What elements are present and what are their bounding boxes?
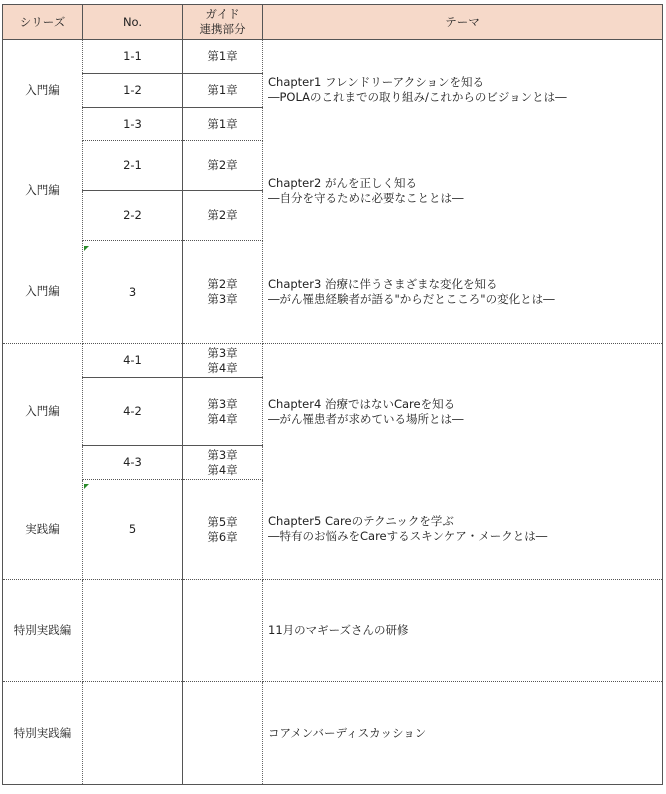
- no-cell: 3: [83, 241, 183, 344]
- theme-cell: [263, 580, 663, 682]
- guide-cell: [183, 480, 263, 580]
- theme-title: Chapter4 治療ではないCareを知る: [268, 396, 456, 411]
- series-cell: 特別実践編: [3, 682, 83, 785]
- header-row: [3, 5, 663, 40]
- theme-subtitle: ―特有のお悩みをCareするスキンケア・メークとは―: [268, 529, 548, 544]
- no-cell: 1-1: [83, 40, 183, 74]
- theme-cell: [263, 241, 663, 344]
- guide-cell: [183, 682, 263, 785]
- no-cell: 4-2: [83, 378, 183, 446]
- guide-chapter: 第1章: [207, 116, 238, 131]
- guide-cell: [183, 191, 263, 241]
- guide-cell: [183, 446, 263, 480]
- theme-title: Chapter2 がんを正しく知る: [268, 175, 417, 190]
- guide-chapter: 第4章: [207, 411, 238, 426]
- theme-subtitle: ―POLAのこれまでの取り組み/これからのビジョンとは―: [268, 90, 567, 105]
- guide-chapter: 第4章: [207, 360, 238, 375]
- guide-chapter: 第4章: [207, 462, 238, 477]
- series-cell: 特別実践編: [3, 580, 83, 682]
- cell-comment-marker: [84, 484, 89, 489]
- guide-chapter: 第2章: [207, 208, 238, 222]
- theme-cell: [263, 480, 663, 580]
- header-guide-line2: 連携部分: [199, 22, 246, 36]
- no-cell: 2-2: [83, 191, 183, 241]
- table-row: [3, 141, 663, 191]
- theme-cell: [263, 40, 663, 141]
- guide-cell: [183, 580, 263, 682]
- no-cell: 5: [83, 480, 183, 580]
- guide-cell: [183, 141, 263, 191]
- series-cell: 入門編: [3, 344, 83, 480]
- theme-subtitle: ―自分を守るために必要なこととは―: [268, 190, 464, 205]
- theme-subtitle: ―がん罹患経験者が語る"からだとこころ"の変化とは―: [268, 291, 555, 306]
- no-cell: 4-3: [83, 446, 183, 480]
- header-no: No.: [83, 5, 183, 40]
- guide-chapter: 第3章: [207, 292, 238, 306]
- cell-comment-marker: [84, 246, 89, 251]
- table-row: [3, 682, 663, 785]
- no-cell: 1-2: [83, 74, 183, 108]
- theme-title: Chapter5 Careのテクニックを学ぶ: [268, 514, 454, 529]
- no-cell: 2-1: [83, 141, 183, 191]
- theme-cell: [263, 344, 663, 480]
- table-row: [3, 580, 663, 682]
- no-cell: 1-3: [83, 108, 183, 141]
- guide-chapter: 第2章: [207, 158, 238, 172]
- guide-chapter: 第1章: [207, 49, 238, 63]
- no-cell: [83, 682, 183, 785]
- header-theme: テーマ: [263, 5, 663, 40]
- guide-cell: [183, 378, 263, 446]
- header-guide-line1: ガイド: [205, 7, 240, 21]
- table-row: [3, 241, 663, 344]
- theme-title: Chapter3 治療に伴うさまざまな変化を知る: [268, 276, 498, 291]
- series-cell: 実践編: [3, 480, 83, 580]
- guide-chapter: 第6章: [207, 529, 238, 544]
- theme-cell: [263, 141, 663, 241]
- guide-chapter: 第3章: [207, 447, 238, 462]
- guide-cell: [183, 74, 263, 108]
- no-cell: [83, 580, 183, 682]
- chapter-table: [2, 4, 663, 785]
- guide-chapter: 第3章: [207, 345, 238, 360]
- guide-cell: [183, 344, 263, 378]
- guide-cell: [183, 108, 263, 141]
- guide-chapter: 第1章: [207, 83, 238, 97]
- series-cell: 入門編: [3, 40, 83, 141]
- table-row: [3, 40, 663, 74]
- theme-title: コアメンバーディスカッション: [268, 725, 427, 740]
- series-cell: 入門編: [3, 141, 83, 241]
- no-cell: 4-1: [83, 344, 183, 378]
- table-row: [3, 344, 663, 378]
- header-guide: [183, 5, 263, 40]
- header-series: シリーズ: [3, 5, 83, 40]
- theme-title: Chapter1 フレンドリーアクションを知る: [268, 75, 485, 90]
- theme-subtitle: ―がん罹患者が求めている場所とは―: [268, 411, 464, 426]
- theme-title: 11月のマギーズさんの研修: [268, 623, 409, 637]
- guide-cell: [183, 241, 263, 344]
- series-cell: 入門編: [3, 241, 83, 344]
- table-body: [3, 40, 663, 785]
- guide-cell: [183, 40, 263, 74]
- guide-chapter: 第5章: [207, 514, 238, 529]
- guide-chapter: 第3章: [207, 396, 238, 411]
- table-row: [3, 480, 663, 580]
- theme-cell: [263, 682, 663, 785]
- guide-chapter: 第2章: [207, 277, 238, 291]
